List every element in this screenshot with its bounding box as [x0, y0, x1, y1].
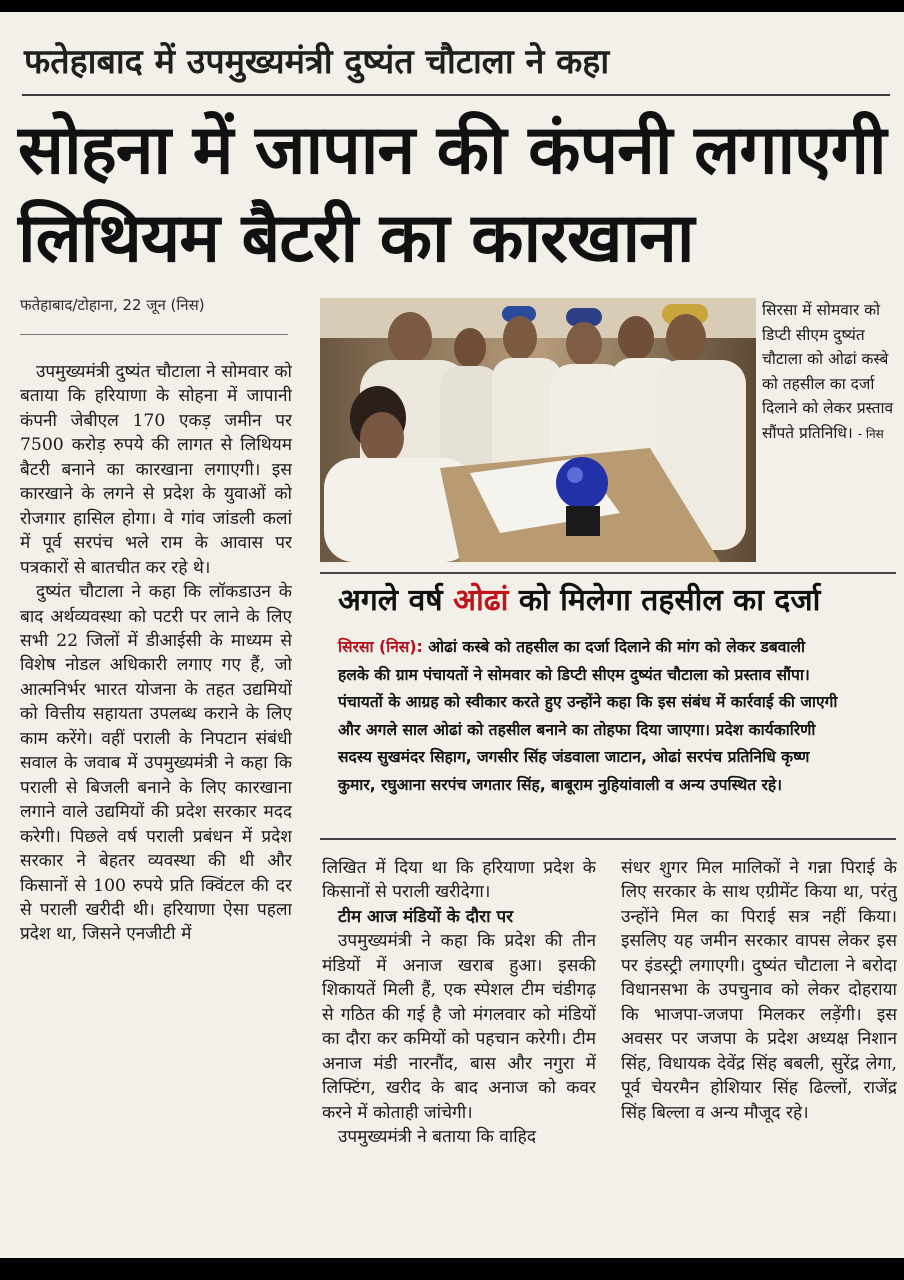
box-line: और अगले साल ओढां को तहसील बनाने का तोहफा दिया जाएगा। प्रदेश कार्यकारिणी: [338, 720, 816, 739]
dateline: फतेहाबाद/टोहाना, 22 जून (निस): [20, 296, 205, 314]
article-column-1: [20, 360, 292, 1258]
paragraph: लिखित में दिया था कि हरियाणा प्रदेश के किसानों से पराली खरीदेगा।: [322, 858, 596, 903]
paragraph: दुष्यंत चौटाला ने कहा कि लॉकडाउन के बाद अर्थव्यवस्था को पटरी पर लाने के लिए सभी 22 जिलों में डीआईसी के माध्यम से विशेष नोडल अधिकारी लगाए गए हैं, जो आत्मनिर्भर भारत योजना के तहत उद्यमियों को वित्तीय सहायता उपलब्ध कराने के लिए काम करेंगे। वहीं पराली के निपटान संबंधी सवाल के जवाब में उपमुख्यमंत्री ने कहा कि पराली से बिजली बनाने के लिए कारखाना लगाने वाले उद्यमियों की प्रदेश सरकार मदद करेगी। पिछले वर्ष पराली प्रबंधन में प्रदेश सरकार ने बेहतर व्यवस्था की थी और किसानों से 100 रुपये प्रति क्विंटल की दर से पराली खरीदी थी। हरियाणा ऐसा पहला प्रदेश था, जिसने एनजीटी में: [20, 582, 292, 945]
box-line: [338, 634, 892, 662]
paragraph: उपमुख्यमंत्री ने कहा कि प्रदेश की तीन मंडियों में अनाज खराब हुआ। इसकी शिकायतें मिली हैं, एक स्पेशल टीम चंडीगढ़ से गठित की गई है जो मंगलवार को मंडियों का दौरा कर कमियों को पहचान करेगी। टीम अनाज मंडी नारनौंद, बास और नगुरा में लिफ्टिंग, खरीद के बाद अनाज को कवर करने में कोताही जांचेगी।: [322, 931, 596, 1123]
kicker: फतेहाबाद में उपमुख्यमंत्री दुष्यंत चौटाला ने कहा: [24, 42, 610, 82]
article-column-2: [322, 856, 596, 1256]
box-lead: सिरसा (निस):: [338, 638, 423, 656]
box-line: हलके की ग्राम पंचायतों ने सोमवार को डिप्टी सीएम दुष्यंत चौटाला को प्रस्ताव सौंपा।: [338, 665, 810, 684]
paragraph: उपमुख्यमंत्री ने बताया कि वाहिद: [338, 1126, 536, 1147]
box-bottom-rule: [320, 838, 896, 840]
box-line: पंचायतों के आग्रह को स्वीकार करते हुए उन्होंने कहा कि इस संबंध में कार्रवाई की जाएगी: [338, 693, 838, 711]
box-headline: [338, 578, 820, 624]
article-column-3: [621, 856, 897, 1256]
divider: [22, 94, 890, 96]
photo-caption: [762, 298, 898, 446]
caption-credit: - निस: [857, 426, 884, 441]
box-top-rule: [320, 572, 896, 574]
box-story: [338, 634, 892, 799]
photo-illustration: [320, 298, 756, 562]
box-headline-highlight: ओढां: [453, 583, 509, 618]
newspaper-clipping: [0, 12, 904, 1258]
headline-line-2: लिथियम बैटरी का कारखाना: [18, 199, 694, 278]
caption-text: सिरसा में सोमवार को डिप्टी सीएम दुष्यंत चौटाला को ओढां कस्बे को तहसील का दर्जा दिलाने को लेकर प्रस्ताव सौंपते प्रतिनिधि।: [762, 301, 894, 442]
paragraph: संधर शुगर मिल मालिकों ने गन्ना पिराई के लिए सरकार के साथ एग्रीमेंट किया था, परंतु उन्होंने मिल का पिराई सत्र नहीं किया। इसलिए यह जमीन सरकार वापस लेकर इस पर इंडस्ट्री लगाएगी। दुष्यंत चौटाला ने बरोदा विधानसभा के उपचुनाव को लेकर दोहराया कि भाजपा-जजपा मिलकर लड़ेंगी। इस अवसर पर जजपा के प्रदेश अध्यक्ष निशान सिंह, विधायक देवेंद्र सिंह बबली, सुरेंद्र लेगा, पूर्व चेयरमैन होशियार सिंह ढिल्लों, राजेंद्र सिंह बिल्ला व अन्य मौजूद रहे।: [621, 858, 897, 1123]
box-line: कुमार, रघुआना सरपंच जगतार सिंह, बाबूराम नुहियांवाली व अन्य उपस्थित रहे।: [338, 775, 783, 794]
box-line-text: ओढां कस्बे को तहसील का दर्जा दिलाने की मांग को लेकर डबवाली: [428, 638, 806, 656]
box-headline-part-1: अगले वर्ष: [338, 583, 443, 618]
news-photo: [320, 298, 756, 562]
box-line: सदस्य सुखमंदर सिहाग, जगसीर सिंह जंडवाला जाटान, ओढां सरपंच प्रतिनिधि कृष्ण: [338, 748, 810, 766]
divider: [20, 334, 288, 335]
paragraph: उपमुख्यमंत्री दुष्यंत चौटाला ने सोमवार को बताया कि हरियाणा के सोहना में जापानी कंपनी जेबीएल 170 एकड़ जमीन पर 7500 करोड़ रुपये की लागत से लिथियम बैटरी बनाने का कारखाना लगाएगी। इस कारखाने के लगने से प्रदेश के युवाओं को रोजगार हासिल होगा। वे गांव जांडली कलां में पूर्व सरपंच भले राम के आवास पर पत्रकारों से बातचीत कर रहे थे।: [20, 362, 292, 578]
box-headline-part-2: को मिलेगा तहसील का दर्जा: [518, 583, 821, 618]
headline-line-1: सोहना में जापान की कंपनी लगाएगी: [18, 111, 886, 190]
subheading: टीम आज मंडियों के दौरा पर: [338, 906, 514, 927]
